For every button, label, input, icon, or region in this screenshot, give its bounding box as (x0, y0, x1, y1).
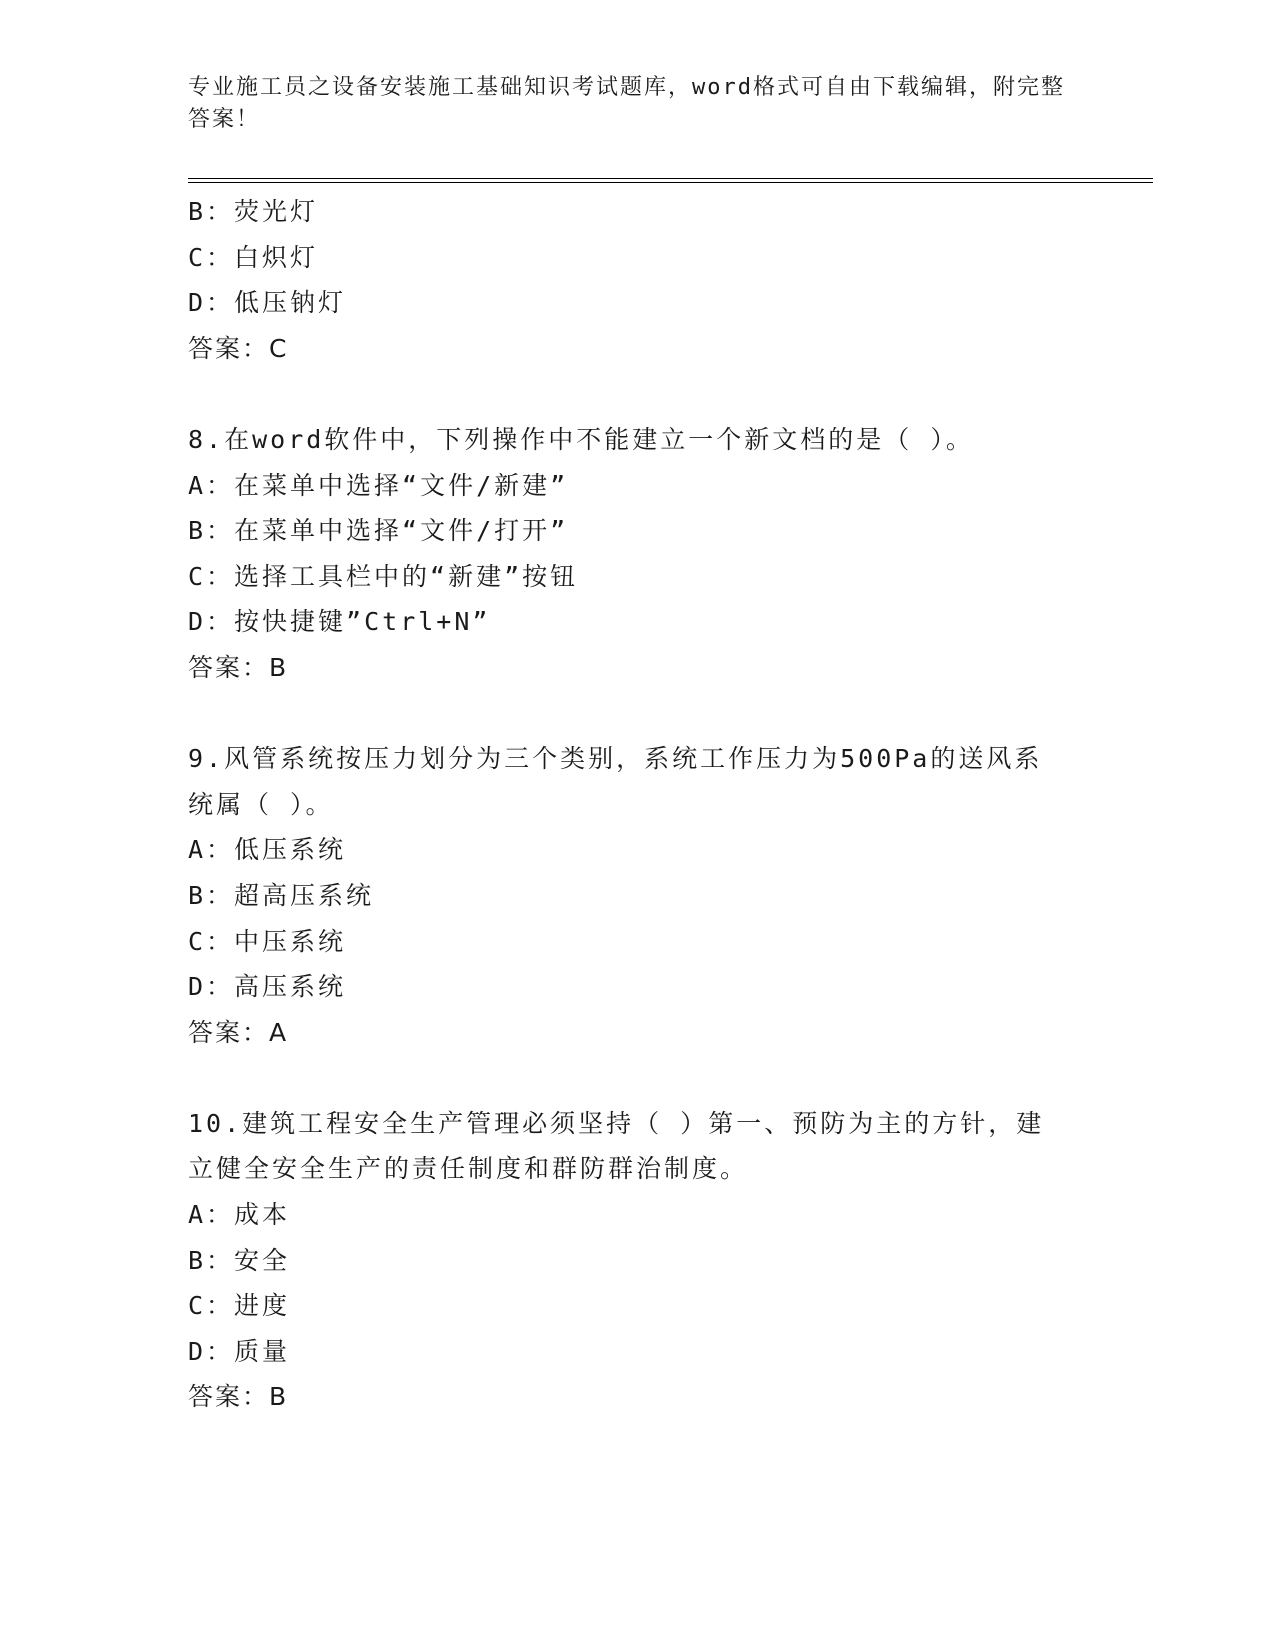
option-b: B：安全 (188, 1245, 291, 1275)
question-list (188, 189, 1088, 1420)
spacer (188, 371, 1088, 417)
option-d: D：低压钠灯 (188, 288, 347, 318)
option-c: C：白炽灯 (188, 242, 319, 272)
option-d: D：按快捷键”Ctrl+N” (188, 607, 491, 637)
question-text: 10.建筑工程安全生产管理必须坚持（ ）第一、预防为主的方针，建立健全安全生产的责任制度和群防群治制度。 (188, 1108, 1045, 1184)
option-c: C：进度 (188, 1291, 291, 1321)
option-a: A：成本 (188, 1200, 291, 1230)
spacer (188, 1055, 1088, 1101)
question-block-9 (188, 736, 1088, 1055)
question-text: 9.风管系统按压力划分为三个类别，系统工作压力为500Pa的送风系统属（ ）。 (188, 744, 1043, 819)
option-b: B：荧光灯 (188, 197, 319, 226)
option-d: D：高压系统 (188, 972, 347, 1002)
document-header: 专业施工员之设备安装施工基础知识考试题库，word格式可自由下载编辑，附完整答案！ (188, 75, 1065, 132)
header-rule-top (188, 178, 1153, 179)
option-a: A：在菜单中选择“文件/新建” (188, 470, 569, 500)
question-block-7-continued (188, 189, 1088, 371)
option-b: B：超高压系统 (188, 880, 375, 910)
question-block-8 (188, 417, 1088, 691)
option-c: C：中压系统 (188, 926, 347, 956)
spacer (188, 691, 1088, 737)
question-block-10 (188, 1101, 1088, 1420)
header-rule-bottom (188, 182, 1153, 183)
option-a: A：低压系统 (188, 835, 347, 865)
answer-line: 答案：B (188, 652, 289, 682)
option-d: D：质量 (188, 1336, 291, 1366)
answer-line: 答案：B (188, 1382, 289, 1412)
option-b: B：在菜单中选择“文件/打开” (188, 516, 569, 546)
answer-line: 答案：A (188, 1017, 289, 1047)
option-c: C：选择工具栏中的“新建”按钮 (188, 561, 579, 591)
question-text: 8.在word软件中，下列操作中不能建立一个新文档的是（ ）。 (188, 424, 974, 454)
answer-line: 答案：C (188, 333, 289, 363)
